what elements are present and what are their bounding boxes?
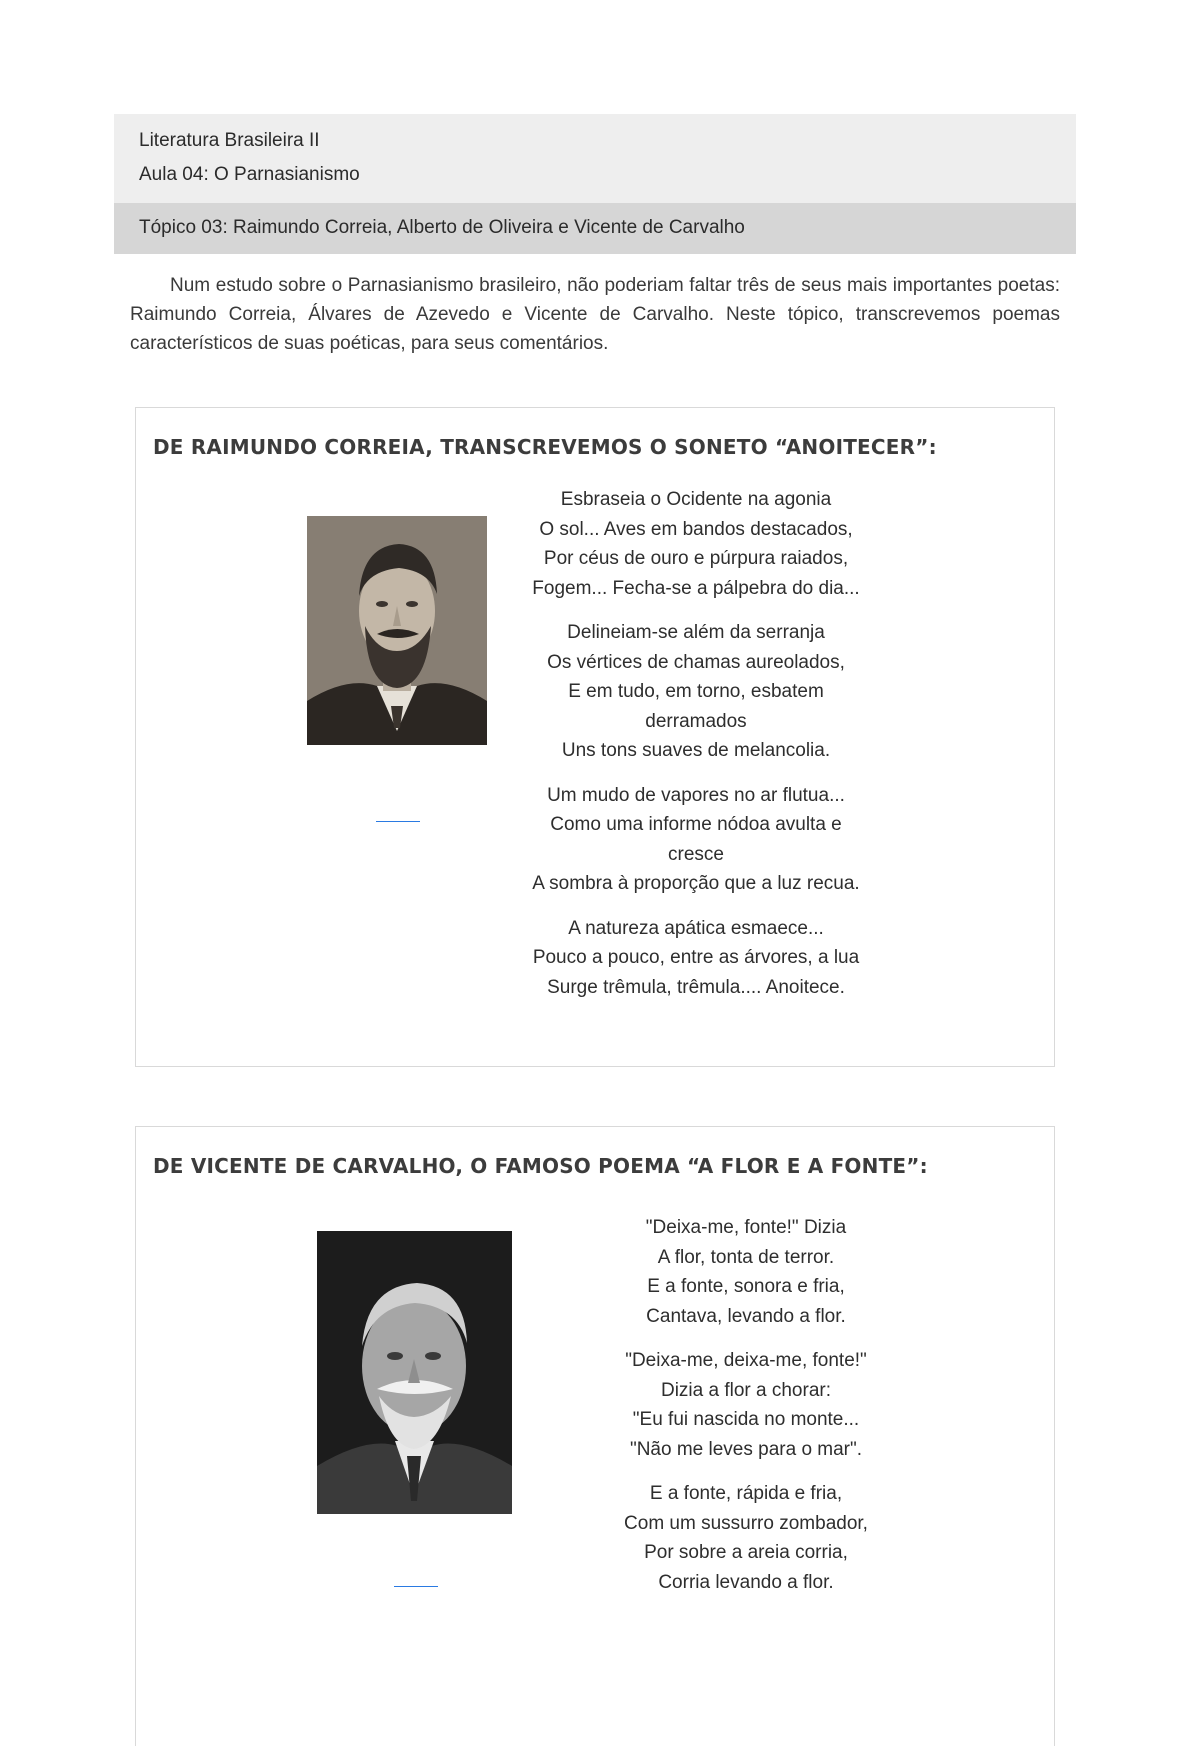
poem-stanza xyxy=(566,1213,926,1331)
poem-line: Corria levando a flor. xyxy=(658,1571,834,1593)
header-top xyxy=(114,114,1076,203)
poem-line: "Deixa-me, fonte!" Dizia xyxy=(645,1217,847,1238)
poem-stanza xyxy=(566,1479,926,1597)
poem-line: Esbraseia o Ocidente na agonia xyxy=(560,489,832,510)
poem-line: Cantava, levando a flor. xyxy=(646,1305,846,1327)
poem-line: E em tudo, em torno, esbatem xyxy=(568,681,824,702)
poem-line: "Não me leves para o mar". xyxy=(629,1438,863,1460)
portrait-vicente-de-carvalho xyxy=(317,1231,512,1514)
poem-stanza xyxy=(496,618,896,766)
portrait-raimundo-correia xyxy=(307,516,487,745)
photo-credit-link[interactable] xyxy=(376,821,420,822)
section-title: DE RAIMUNDO CORREIA, TRANSCREVEMOS O SONETO “ANOITECER”: xyxy=(153,435,937,459)
poem-line: Os vértices de chamas aureolados, xyxy=(547,651,845,673)
poem-line: Um mudo de vapores no ar flutua... xyxy=(547,784,845,806)
section-title: DE VICENTE DE CARVALHO, O FAMOSO POEMA “A FLOR E A FONTE”: xyxy=(153,1154,928,1178)
poem-line: Surge trêmula, trêmula.... Anoitece. xyxy=(547,976,845,998)
poem-line: derramados xyxy=(645,710,747,732)
poem-anoitecer xyxy=(496,485,896,1017)
poem-line: Por céus de ouro e púrpura raiados, xyxy=(543,548,849,569)
poem-stanza xyxy=(496,485,896,603)
poem-card-anoitecer xyxy=(135,407,1055,1067)
poem-line: "Deixa-me, deixa-me, fonte!" xyxy=(625,1350,867,1371)
poem-line: cresce xyxy=(668,843,724,865)
poem-line: E a fonte, rápida e fria, xyxy=(649,1483,843,1504)
poem-stanza xyxy=(496,914,896,1003)
poem-line: Uns tons suaves de melancolia. xyxy=(561,740,831,761)
poem-line: A natureza apática esmaece... xyxy=(568,917,824,939)
lesson-title: Aula 04: O Parnasianismo xyxy=(139,164,360,185)
poem-line: Por sobre a areia corria, xyxy=(644,1542,848,1563)
poem-line: O sol... Aves em bandos destacados, xyxy=(539,518,853,540)
poem-line: "Eu fui nascida no monte... xyxy=(632,1409,860,1430)
poem-line: A sombra à proporção que a luz recua. xyxy=(532,873,860,894)
poem-a-flor-e-a-fonte xyxy=(566,1213,926,1612)
poem-line: Fogem... Fecha-se a pálpebra do dia... xyxy=(532,577,860,599)
poem-line: Como uma informe nódoa avulta e xyxy=(550,814,842,835)
poem-line: A flor, tonta de terror. xyxy=(657,1246,835,1268)
course-title: Literatura Brasileira II xyxy=(139,130,320,151)
poem-line: E a fonte, sonora e fria, xyxy=(647,1276,845,1297)
photo-credit-link[interactable] xyxy=(394,1586,438,1587)
poem-stanza xyxy=(496,781,896,899)
intro-paragraph: Num estudo sobre o Parnasianismo brasileiro, não poderiam faltar três de seus mais importantes poetas: Raimundo Correia, Álvares de Azevedo e Vicente de Carvalho. Neste tópico, transcrevemos poemas característicos de suas poéticas, para seus comentários. xyxy=(130,275,1060,354)
poem-line: Delineiam-se além da serranja xyxy=(567,622,825,643)
poem-line: Dizia a flor a chorar: xyxy=(660,1379,831,1401)
topic-title: Tópico 03: Raimundo Correia, Alberto de Oliveira e Vicente de Carvalho xyxy=(114,203,1076,254)
poem-card-flor-fonte xyxy=(135,1126,1055,1746)
poem-stanza xyxy=(566,1346,926,1464)
lesson-header xyxy=(114,114,1076,254)
poem-line: Com um sussurro zombador, xyxy=(624,1512,868,1534)
poem-line: Pouco a pouco, entre as árvores, a lua xyxy=(532,947,860,968)
